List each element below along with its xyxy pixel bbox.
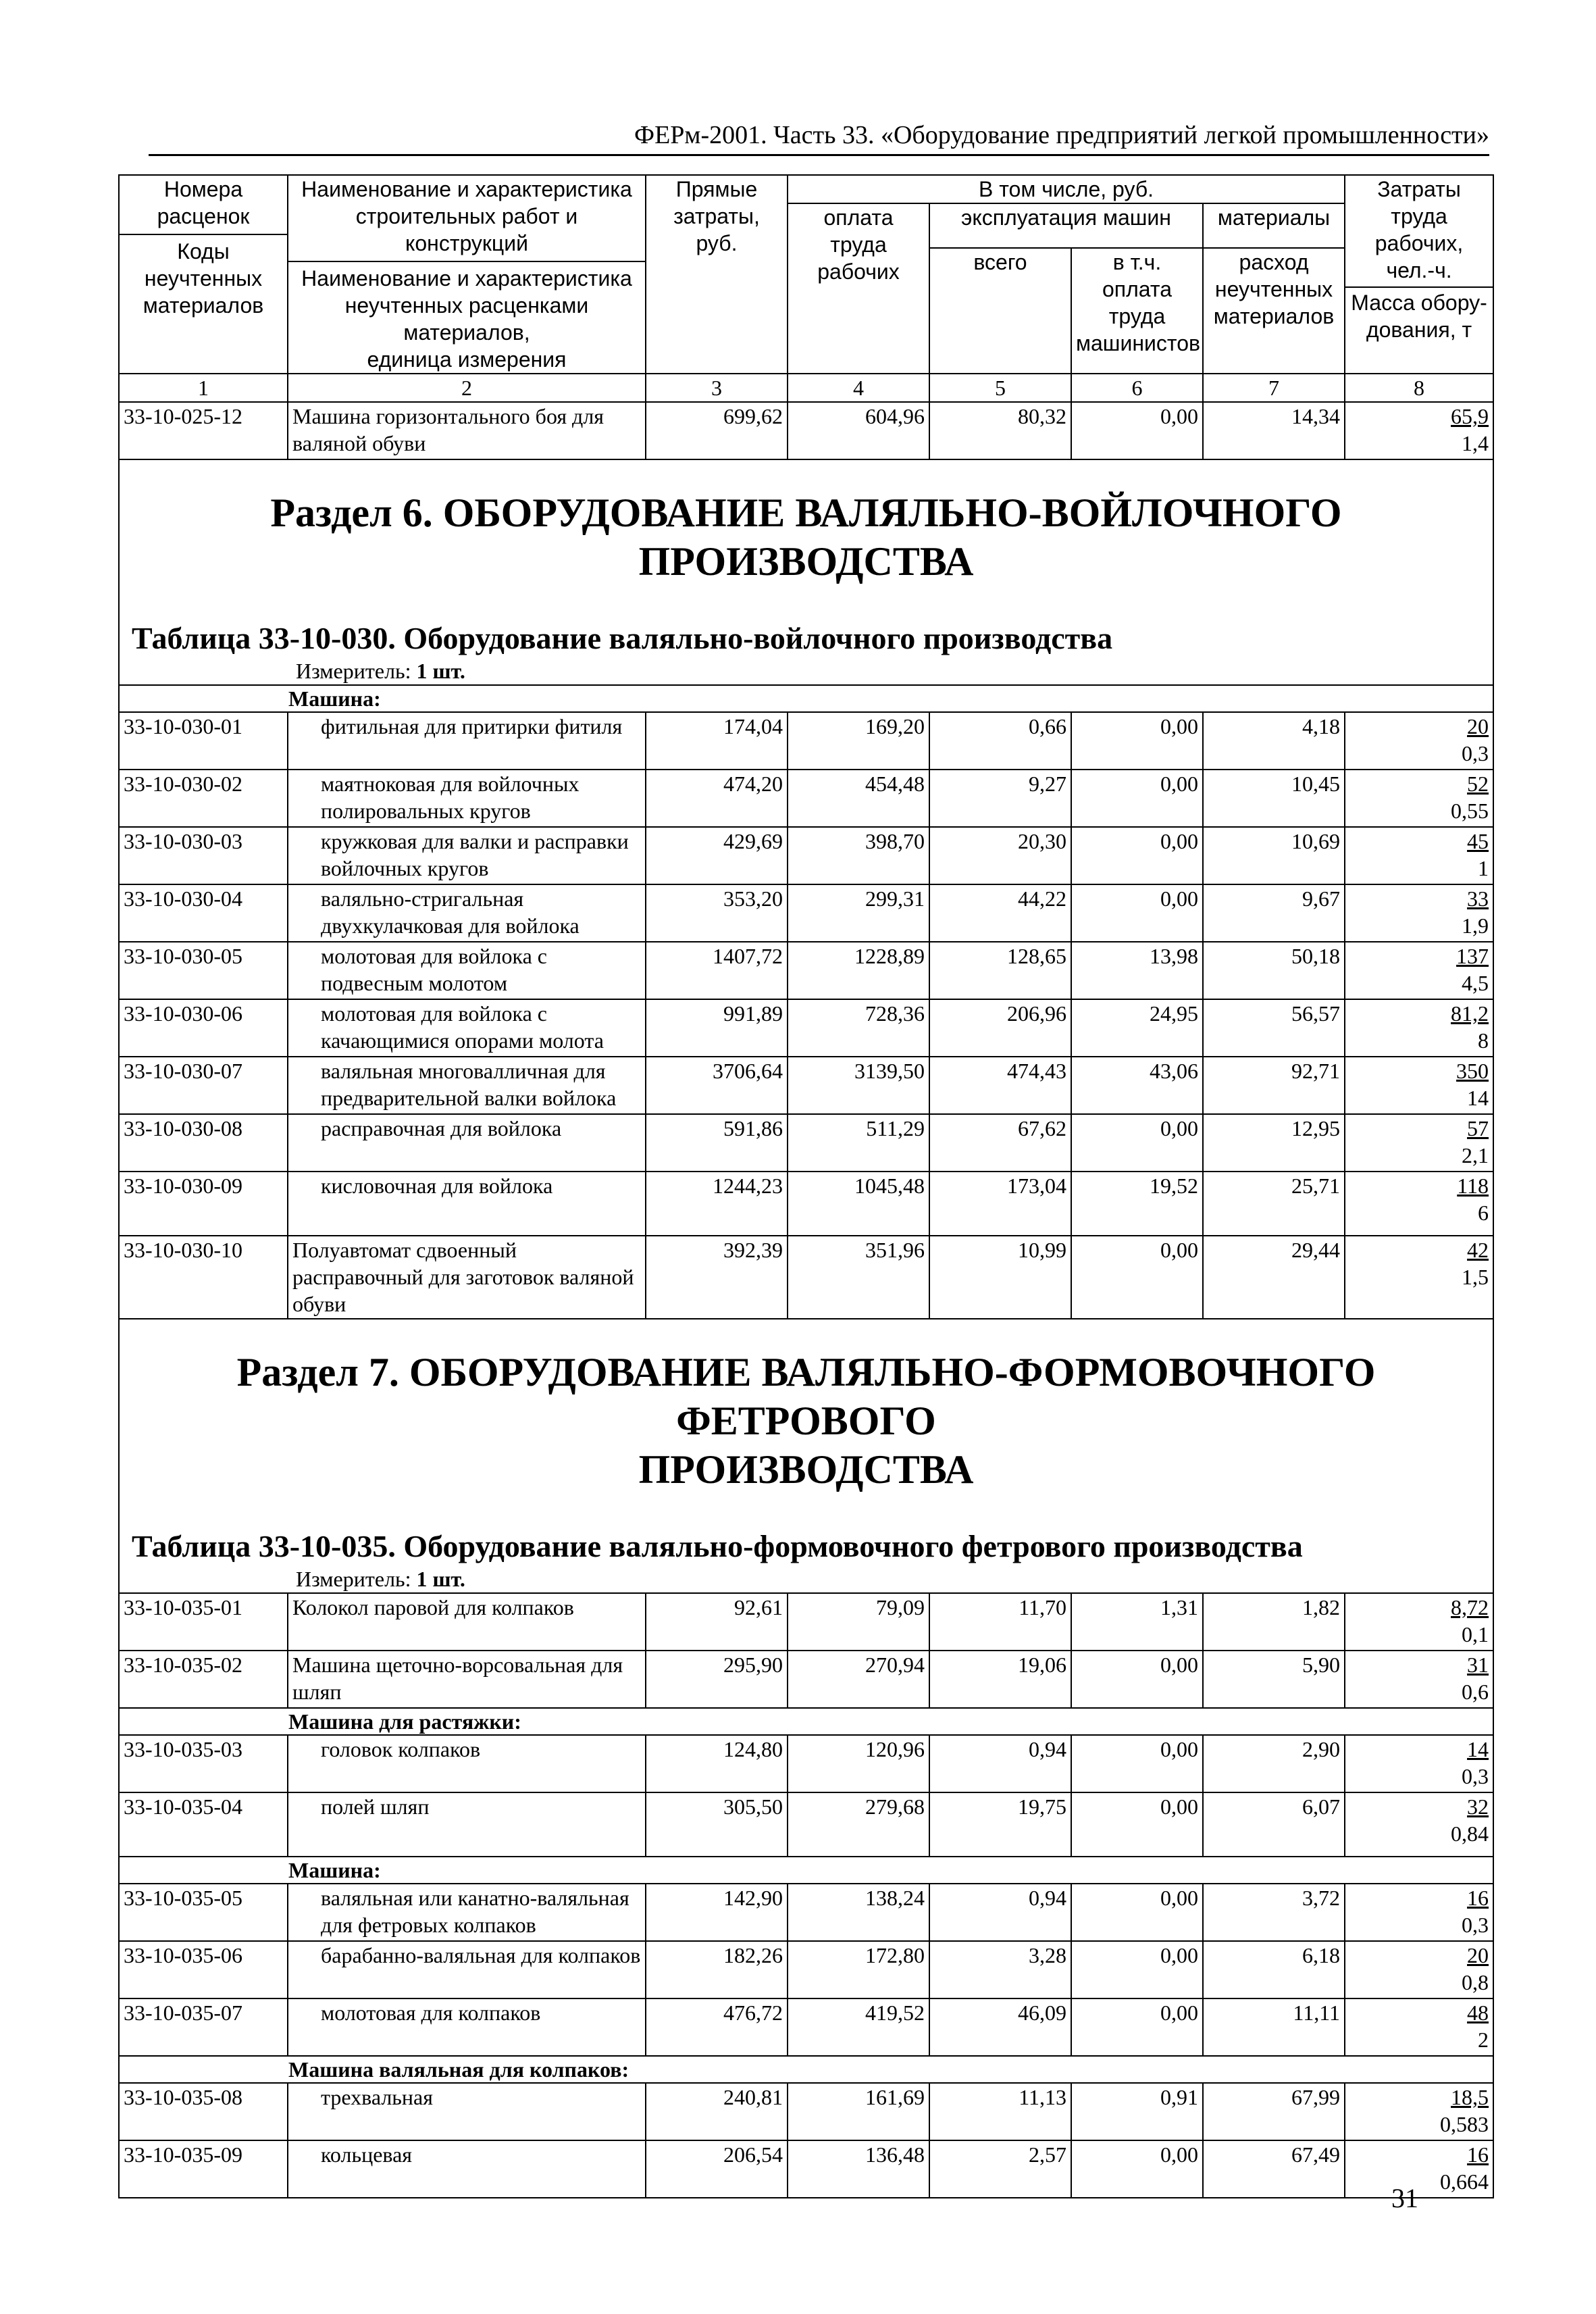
value-direct: 699,62 xyxy=(646,402,788,459)
hours-mass-cell xyxy=(1345,1792,1493,1857)
equipment-mass: 0,8 xyxy=(1462,1970,1489,1994)
rate-name: молотовая для колпаков xyxy=(288,1998,646,2056)
equipment-mass: 0,6 xyxy=(1462,1680,1489,1704)
value-direct: 1244,23 xyxy=(646,1172,788,1236)
value-materials: 92,71 xyxy=(1203,1057,1345,1114)
hours-mass-cell xyxy=(1345,1998,1493,2056)
value-labor: 1045,48 xyxy=(788,1172,929,1236)
rate-code: 33-10-035-09 xyxy=(119,2140,288,2198)
value-direct: 206,54 xyxy=(646,2140,788,2198)
value-direct: 3706,64 xyxy=(646,1057,788,1114)
value-direct: 182,26 xyxy=(646,1941,788,1998)
rate-name: кружковая для валки и расправки войлочных кругов xyxy=(288,827,646,884)
rate-code: 33-10-035-02 xyxy=(119,1651,288,1708)
table-row xyxy=(119,1735,1493,1792)
section-title-line2: ПРОИЗВОДСТВА xyxy=(638,539,974,584)
column-number: 1 xyxy=(119,374,288,402)
value-mach-total: 19,75 xyxy=(929,1792,1071,1857)
value-labor: 136,48 xyxy=(788,2140,929,2198)
rate-code: 33-10-035-04 xyxy=(119,1792,288,1857)
unit-label: Измеритель: xyxy=(296,1567,411,1591)
value-labor: 270,94 xyxy=(788,1651,929,1708)
value-mach-total: 11,70 xyxy=(929,1593,1071,1651)
rate-name: трехвальная xyxy=(288,2083,646,2140)
rate-code: 33-10-030-09 xyxy=(119,1172,288,1236)
value-labor: 1228,89 xyxy=(788,942,929,999)
group-label: Машина: xyxy=(119,685,1493,712)
rate-name: валяльная многовалличная для предварительной валки войлока xyxy=(288,1057,646,1114)
rate-code: 33-10-030-01 xyxy=(119,712,288,770)
hours-mass-cell xyxy=(1345,770,1493,827)
rate-code: 33-10-030-10 xyxy=(119,1236,288,1319)
equipment-mass: 1,9 xyxy=(1462,913,1489,938)
value-materials: 12,95 xyxy=(1203,1114,1345,1172)
value-labor: 279,68 xyxy=(788,1792,929,1857)
rate-name: молотовая для войлока с подвесным молотом xyxy=(288,942,646,999)
table-row xyxy=(119,1057,1493,1114)
table-row xyxy=(119,884,1493,942)
unit-line xyxy=(124,1565,1489,1592)
rate-code: 33-10-035-07 xyxy=(119,1998,288,2056)
document-title: ФЕРм-2001. Часть 33. «Оборудование предприятий легкой промышленности» xyxy=(634,121,1489,149)
table-row xyxy=(119,402,1493,459)
value-labor: 79,09 xyxy=(788,1593,929,1651)
value-labor: 299,31 xyxy=(788,884,929,942)
value-labor: 454,48 xyxy=(788,770,929,827)
table-row xyxy=(119,1172,1493,1236)
value-labor: 161,69 xyxy=(788,2083,929,2140)
value-mach-total: 0,94 xyxy=(929,1735,1071,1792)
table-row xyxy=(119,712,1493,770)
value-mach-wage: 13,98 xyxy=(1071,942,1203,999)
hours-mass-cell xyxy=(1345,1172,1493,1236)
equipment-mass: 0,583 xyxy=(1440,2112,1489,2136)
section-block xyxy=(124,460,1489,684)
equipment-mass: 0,3 xyxy=(1462,741,1489,765)
hours-mass-cell xyxy=(1345,1735,1493,1792)
value-mach-total: 0,66 xyxy=(929,712,1071,770)
labor-hours: 52 xyxy=(1467,772,1489,796)
value-labor: 398,70 xyxy=(788,827,929,884)
value-direct: 476,72 xyxy=(646,1998,788,2056)
table-row xyxy=(119,1792,1493,1857)
value-materials: 1,82 xyxy=(1203,1593,1345,1651)
labor-hours: 20 xyxy=(1467,1943,1489,1967)
table-title: Таблица 33-10-035. Оборудование валяльно-формовочного фетрового производства xyxy=(132,1529,1303,1563)
value-materials: 6,07 xyxy=(1203,1792,1345,1857)
value-direct: 124,80 xyxy=(646,1735,788,1792)
section-row xyxy=(119,1319,1493,1593)
col-labor-header: оплата труда рабочих xyxy=(788,203,929,374)
labor-hours: 32 xyxy=(1467,1794,1489,1819)
rate-name: молотовая для войлока с качающимися опорами молота xyxy=(288,999,646,1057)
equipment-mass: 1 xyxy=(1478,856,1489,880)
value-mach-wage: 0,00 xyxy=(1071,770,1203,827)
equipment-mass: 1,4 xyxy=(1462,431,1489,455)
page-header xyxy=(149,115,1489,156)
section-title: Раздел 7. ОБОРУДОВАНИЕ ВАЛЯЛЬНО-ФОРМОВОЧНОГО ФЕТРОВОГО xyxy=(236,1350,1376,1443)
value-direct: 240,81 xyxy=(646,2083,788,2140)
value-materials: 14,34 xyxy=(1203,402,1345,459)
header-row-1 xyxy=(119,175,1493,203)
value-mach-wage: 0,00 xyxy=(1071,1884,1203,1941)
equipment-mass: 0,664 xyxy=(1440,2169,1489,2194)
col-mach-wage-header: в т.ч. оплата труда машинистов xyxy=(1071,248,1203,374)
equipment-mass: 0,3 xyxy=(1462,1764,1489,1788)
value-mach-wage: 0,00 xyxy=(1071,827,1203,884)
value-mach-wage: 0,00 xyxy=(1071,1651,1203,1708)
value-materials: 29,44 xyxy=(1203,1236,1345,1319)
col-direct-header: Прямые затраты, руб. xyxy=(646,175,788,374)
value-mach-wage: 0,00 xyxy=(1071,884,1203,942)
rate-code: 33-10-035-03 xyxy=(119,1735,288,1792)
equipment-mass: 0,84 xyxy=(1451,1821,1489,1846)
labor-hours: 45 xyxy=(1467,829,1489,853)
equipment-mass: 0,1 xyxy=(1462,1622,1489,1646)
value-materials: 10,69 xyxy=(1203,827,1345,884)
labor-hours: 33 xyxy=(1467,886,1489,911)
value-mach-wage: 0,00 xyxy=(1071,1792,1203,1857)
value-mach-wage: 0,00 xyxy=(1071,2140,1203,2198)
labor-hours: 48 xyxy=(1467,2001,1489,2025)
value-labor: 169,20 xyxy=(788,712,929,770)
section-title: Раздел 6. ОБОРУДОВАНИЕ ВАЛЯЛЬНО-ВОЙЛОЧНОГО xyxy=(270,491,1342,535)
value-direct: 174,04 xyxy=(646,712,788,770)
labor-hours: 31 xyxy=(1467,1653,1489,1677)
labor-hours: 81,2 xyxy=(1451,1001,1489,1026)
unit-value: 1 шт. xyxy=(416,1567,465,1591)
column-numbers-row xyxy=(119,374,1493,402)
col-machines-header: эксплуатация машин xyxy=(929,203,1203,248)
table-row xyxy=(119,770,1493,827)
value-mach-total: 11,13 xyxy=(929,2083,1071,2140)
table-title: Таблица 33-10-030. Оборудование валяльно-войлочного производства xyxy=(132,621,1113,655)
hours-mass-cell xyxy=(1345,942,1493,999)
value-mach-wage: 0,00 xyxy=(1071,1941,1203,1998)
value-materials: 2,90 xyxy=(1203,1735,1345,1792)
rate-name: маятноковая для войлочных полировальных кругов xyxy=(288,770,646,827)
rate-name: Машина горизонтального боя для валяной обуви xyxy=(288,402,646,459)
labor-hours: 8,72 xyxy=(1451,1595,1489,1619)
hours-mass-cell xyxy=(1345,2140,1493,2198)
col-code-header: Номера расценок Коды неучтенных материалов xyxy=(119,175,288,374)
rate-code: 33-10-030-03 xyxy=(119,827,288,884)
value-labor: 172,80 xyxy=(788,1941,929,1998)
value-mach-total: 474,43 xyxy=(929,1057,1071,1114)
group-row xyxy=(119,1857,1493,1884)
value-mach-wage: 43,06 xyxy=(1071,1057,1203,1114)
table-row xyxy=(119,1884,1493,1941)
rate-name: полей шляп xyxy=(288,1792,646,1857)
col-materials-header: материалы xyxy=(1203,203,1345,248)
labor-hours: 42 xyxy=(1467,1238,1489,1262)
column-number: 5 xyxy=(929,374,1071,402)
rates-table xyxy=(118,174,1494,2198)
section-row xyxy=(119,459,1493,685)
hours-mass-cell xyxy=(1345,827,1493,884)
value-materials: 67,99 xyxy=(1203,2083,1345,2140)
table-row xyxy=(119,1651,1493,1708)
labor-hours: 65,9 xyxy=(1451,404,1489,428)
column-number: 4 xyxy=(788,374,929,402)
hours-mass-cell xyxy=(1345,1593,1493,1651)
value-mach-total: 0,94 xyxy=(929,1884,1071,1941)
value-labor: 351,96 xyxy=(788,1236,929,1319)
section-cell xyxy=(119,459,1493,685)
value-mach-wage: 0,00 xyxy=(1071,712,1203,770)
labor-hours: 118 xyxy=(1457,1174,1489,1198)
column-number: 6 xyxy=(1071,374,1203,402)
hours-mass-cell xyxy=(1345,1941,1493,1998)
equipment-mass: 2,1 xyxy=(1462,1143,1489,1167)
section-title-line2: ПРОИЗВОДСТВА xyxy=(638,1447,974,1492)
hours-mass-cell xyxy=(1345,712,1493,770)
value-labor: 3139,50 xyxy=(788,1057,929,1114)
value-mach-total: 206,96 xyxy=(929,999,1071,1057)
value-mach-total: 9,27 xyxy=(929,770,1071,827)
rate-code: 33-10-030-07 xyxy=(119,1057,288,1114)
value-direct: 142,90 xyxy=(646,1884,788,1941)
section-block xyxy=(124,1319,1489,1592)
hours-mass-cell xyxy=(1345,1884,1493,1941)
rate-code: 33-10-030-04 xyxy=(119,884,288,942)
table-row xyxy=(119,942,1493,999)
value-direct: 305,50 xyxy=(646,1792,788,1857)
table-row xyxy=(119,827,1493,884)
group-label: Машина валяльная для колпаков: xyxy=(119,2056,1493,2083)
table-row xyxy=(119,1236,1493,1319)
value-direct: 1407,72 xyxy=(646,942,788,999)
hours-mass-cell xyxy=(1345,1236,1493,1319)
value-direct: 991,89 xyxy=(646,999,788,1057)
rate-name: фитильная для притирки фитиля xyxy=(288,712,646,770)
rate-name: Колокол паровой для колпаков xyxy=(288,1593,646,1651)
value-materials: 10,45 xyxy=(1203,770,1345,827)
hours-mass-cell xyxy=(1345,2083,1493,2140)
table-row xyxy=(119,2083,1493,2140)
rate-name: Машина щеточно-ворсовальная для шляп xyxy=(288,1651,646,1708)
rate-code: 33-10-025-12 xyxy=(119,402,288,459)
rate-code: 33-10-030-06 xyxy=(119,999,288,1057)
equipment-mass: 6 xyxy=(1478,1201,1489,1225)
value-materials: 56,57 xyxy=(1203,999,1345,1057)
value-direct: 392,39 xyxy=(646,1236,788,1319)
rate-code: 33-10-035-06 xyxy=(119,1941,288,1998)
rate-code: 33-10-035-05 xyxy=(119,1884,288,1941)
rate-name: валяльная или канатно-валяльная для фетровых колпаков xyxy=(288,1884,646,1941)
value-mach-total: 3,28 xyxy=(929,1941,1071,1998)
table-row xyxy=(119,1593,1493,1651)
value-materials: 6,18 xyxy=(1203,1941,1345,1998)
equipment-mass: 1,5 xyxy=(1462,1265,1489,1289)
labor-hours: 20 xyxy=(1467,714,1489,738)
column-number: 3 xyxy=(646,374,788,402)
value-mach-wage: 0,00 xyxy=(1071,1735,1203,1792)
value-mach-wage: 1,31 xyxy=(1071,1593,1203,1651)
rate-name: кисловочная для войлока xyxy=(288,1172,646,1236)
column-number: 2 xyxy=(288,374,646,402)
hours-mass-cell xyxy=(1345,1651,1493,1708)
value-mach-total: 19,06 xyxy=(929,1651,1071,1708)
labor-hours: 14 xyxy=(1467,1737,1489,1761)
rate-code: 33-10-030-05 xyxy=(119,942,288,999)
rate-name: кольцевая xyxy=(288,2140,646,2198)
value-mach-total: 20,30 xyxy=(929,827,1071,884)
value-direct: 429,69 xyxy=(646,827,788,884)
value-mach-wage: 0,00 xyxy=(1071,1236,1203,1319)
table-row xyxy=(119,1998,1493,2056)
rate-name: валяльно-стригальная двухкулачковая для войлока xyxy=(288,884,646,942)
hours-mass-cell xyxy=(1345,1057,1493,1114)
value-mach-total: 10,99 xyxy=(929,1236,1071,1319)
value-mach-total: 46,09 xyxy=(929,1998,1071,2056)
labor-hours: 350 xyxy=(1456,1059,1489,1083)
value-labor: 604,96 xyxy=(788,402,929,459)
equipment-mass: 0,3 xyxy=(1462,1913,1489,1937)
rate-code: 33-10-030-02 xyxy=(119,770,288,827)
equipment-mass: 8 xyxy=(1478,1028,1489,1053)
column-number: 7 xyxy=(1203,374,1345,402)
group-row xyxy=(119,1708,1493,1735)
group-row xyxy=(119,2056,1493,2083)
table-body xyxy=(119,175,1493,2198)
section-cell xyxy=(119,1319,1493,1593)
hours-mass-cell xyxy=(1345,402,1493,459)
value-mach-total: 80,32 xyxy=(929,402,1071,459)
group-row xyxy=(119,685,1493,712)
value-direct: 92,61 xyxy=(646,1593,788,1651)
labor-hours: 16 xyxy=(1467,2142,1489,2167)
rate-code: 33-10-035-08 xyxy=(119,2083,288,2140)
value-mach-total: 44,22 xyxy=(929,884,1071,942)
unit-label: Измеритель: xyxy=(296,659,411,683)
table-row xyxy=(119,999,1493,1057)
equipment-mass: 4,5 xyxy=(1462,971,1489,995)
col-incl-header: В том числе, руб. xyxy=(788,175,1345,203)
value-materials: 3,72 xyxy=(1203,1884,1345,1941)
value-labor: 120,96 xyxy=(788,1735,929,1792)
rate-code: 33-10-030-08 xyxy=(119,1114,288,1172)
labor-hours: 18,5 xyxy=(1451,2085,1489,2109)
unit-value: 1 шт. xyxy=(416,659,465,683)
hours-mass-cell xyxy=(1345,999,1493,1057)
value-materials: 11,11 xyxy=(1203,1998,1345,2056)
value-direct: 591,86 xyxy=(646,1114,788,1172)
value-mach-total: 67,62 xyxy=(929,1114,1071,1172)
table-row xyxy=(119,1941,1493,1998)
value-mach-wage: 0,00 xyxy=(1071,1114,1203,1172)
value-mach-total: 128,65 xyxy=(929,942,1071,999)
value-labor: 419,52 xyxy=(788,1998,929,2056)
value-mach-total: 2,57 xyxy=(929,2140,1071,2198)
value-mach-wage: 0,00 xyxy=(1071,402,1203,459)
value-labor: 728,36 xyxy=(788,999,929,1057)
value-direct: 353,20 xyxy=(646,884,788,942)
value-mach-wage: 24,95 xyxy=(1071,999,1203,1057)
rate-name: барабанно-валяльная для колпаков xyxy=(288,1941,646,1998)
hours-mass-cell xyxy=(1345,1114,1493,1172)
col-materials-sub-header: расход неучтенных материалов xyxy=(1203,248,1345,374)
hours-mass-cell xyxy=(1345,884,1493,942)
value-labor: 138,24 xyxy=(788,1884,929,1941)
unit-line xyxy=(124,657,1489,684)
rate-name: головок колпаков xyxy=(288,1735,646,1792)
table-row xyxy=(119,2140,1493,2198)
col-hours-header: Затраты труда рабочих, чел.-ч. Масса обору- дования, т xyxy=(1345,175,1493,374)
rate-name: Полуавтомат сдвоенный расправочный для заготовок валяной обуви xyxy=(288,1236,646,1319)
value-materials: 5,90 xyxy=(1203,1651,1345,1708)
value-mach-wage: 19,52 xyxy=(1071,1172,1203,1236)
equipment-mass: 0,55 xyxy=(1451,799,1489,823)
rate-code: 33-10-035-01 xyxy=(119,1593,288,1651)
value-direct: 295,90 xyxy=(646,1651,788,1708)
value-labor: 511,29 xyxy=(788,1114,929,1172)
value-materials: 9,67 xyxy=(1203,884,1345,942)
labor-hours: 57 xyxy=(1467,1116,1489,1140)
labor-hours: 137 xyxy=(1456,944,1489,968)
equipment-mass: 14 xyxy=(1467,1086,1489,1110)
rate-name: расправочная для войлока xyxy=(288,1114,646,1172)
labor-hours: 16 xyxy=(1467,1886,1489,1910)
col-mach-total-header: всего xyxy=(929,248,1071,374)
group-label: Машина: xyxy=(119,1857,1493,1884)
page-number: 31 xyxy=(1391,2183,1418,2213)
value-mach-wage: 0,91 xyxy=(1071,2083,1203,2140)
col-name-header: Наименование и характеристика строительных работ и конструкций Наименование и характеристика неучтенных расценками материалов, единица измерения xyxy=(288,175,646,374)
value-materials: 25,71 xyxy=(1203,1172,1345,1236)
column-number: 8 xyxy=(1345,374,1493,402)
value-materials: 4,18 xyxy=(1203,712,1345,770)
value-mach-total: 173,04 xyxy=(929,1172,1071,1236)
equipment-mass: 2 xyxy=(1478,2028,1489,2052)
value-direct: 474,20 xyxy=(646,770,788,827)
value-mach-wage: 0,00 xyxy=(1071,1998,1203,2056)
table-row xyxy=(119,1114,1493,1172)
group-label: Машина для растяжки: xyxy=(119,1708,1493,1735)
value-materials: 67,49 xyxy=(1203,2140,1345,2198)
value-materials: 50,18 xyxy=(1203,942,1345,999)
